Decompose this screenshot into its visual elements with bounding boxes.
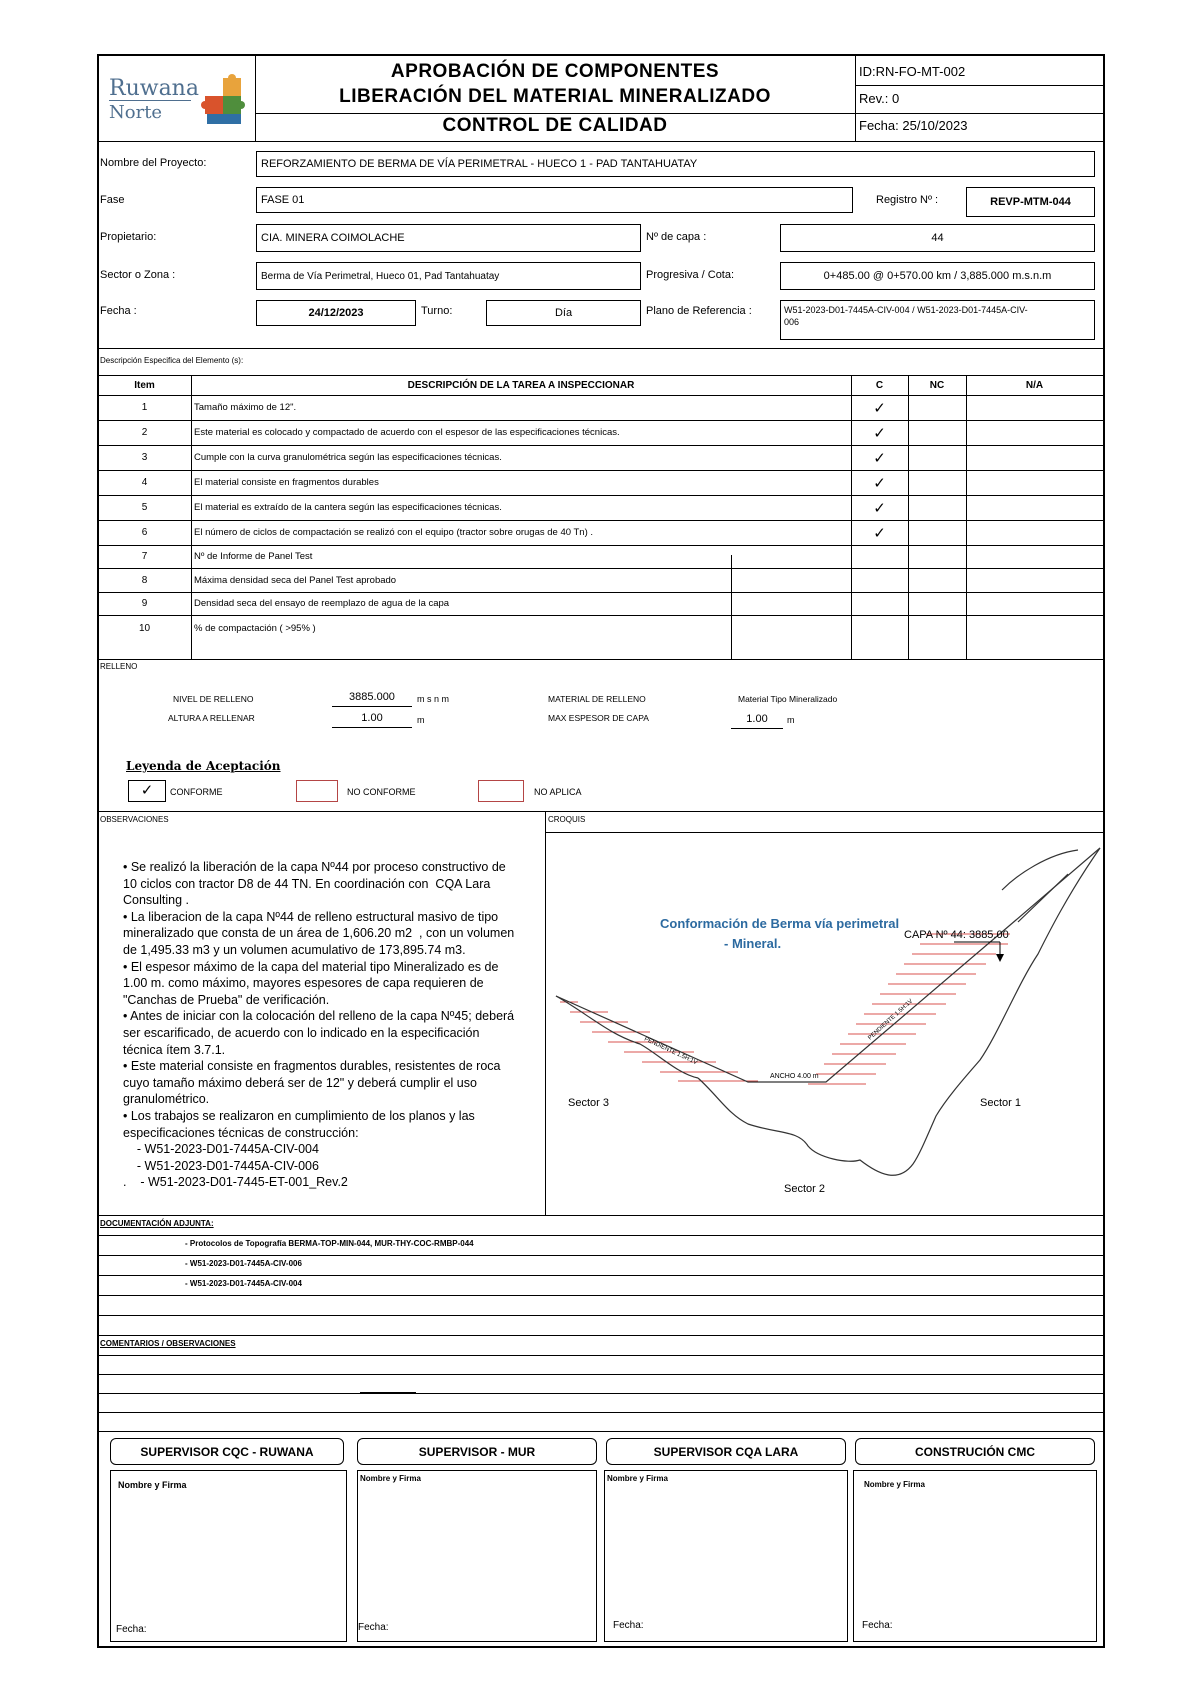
legend-title: Leyenda de Aceptación [126,759,281,773]
header-description: DESCRIPCIÓN DE LA TAREA A INSPECCIONAR [407,379,635,391]
row-na-cell[interactable] [966,420,1103,445]
signature-date-label: Fecha: [116,1624,147,1635]
company-logo [105,70,250,130]
attachments-row-line [98,1315,1103,1316]
observation-line: de 1,495.33 m3 y un volumen acumulativo de 173,895.74 m3. [123,942,466,957]
shift-field[interactable]: Día [486,300,641,326]
row-description: Tamaño máximo de 12". [194,402,297,413]
signature-box-mur[interactable] [357,1470,597,1642]
layer-label: Nº de capa : [646,231,707,243]
signature-header-ruwana: SUPERVISOR CQC - RUWANA [110,1438,344,1465]
shift-label: Turno: [421,305,453,317]
observation-line: • La liberacion de la capa Nº44 de relleno estructural masivo de tipo [123,909,499,924]
fill-thickness-label: MAX ESPESOR DE CAPA [548,713,649,723]
row-na-cell[interactable] [966,592,1103,615]
registry-label: Registro Nº : [876,194,939,206]
row-conform-cell[interactable]: ✓ [873,524,886,542]
doc-date: Fecha: 25/10/2023 [859,118,968,133]
cross-section-sketch [548,834,1101,1212]
date-field[interactable]: 24/12/2023 [256,300,416,326]
sector-field[interactable]: Berma de Vía Perimetral, Hueco 01, Pad Tantahuatay [256,262,641,290]
table-col-line [908,375,909,659]
row-conform-cell[interactable]: ✓ [873,499,886,517]
fill-thickness-underline [731,728,783,729]
progressive-field[interactable]: 0+485.00 @ 0+570.00 km / 3,885.000 m.s.n.m [780,262,1095,290]
progressive-label: Progresiva / Cota: [646,269,735,281]
observation-line: Consulting . [123,893,190,908]
slope-right-label: PENDIENTE 1.5H:1V [867,998,915,1042]
row-description: % de compactación ( >95% ) [194,622,316,634]
row-description: Este material es colocado y compactado de acuerdo con el espesor de las especificaciones técnicas. [194,427,620,438]
sketch-title-line2: - Mineral. [724,936,782,951]
check-icon: ✓ [140,782,154,799]
fill-thickness-unit: m [787,715,795,725]
title-quality-control: CONTROL DE CALIDAD [442,115,668,136]
row-conform-cell[interactable]: ✓ [873,449,886,467]
table-col-line [191,375,192,659]
design-lines [556,848,1100,1175]
attachments-row-line [98,1275,1103,1276]
observation-line: • El espesor máximo de la capa del material tipo Mineralizado es de [123,959,499,974]
fill-material-label: MATERIAL DE RELLENO [548,694,646,704]
row-na-cell[interactable] [966,470,1103,495]
observations-label: OBSERVACIONES [100,815,169,824]
observation-line: • Este material consiste en fragmentos durables, resistentes de roca [123,1059,501,1074]
signature-name-label: Nombre y Firma [360,1474,421,1483]
puzzle-icon [197,74,249,126]
signature-header-cqa: SUPERVISOR CQA LARA [606,1438,846,1465]
row-conform-cell[interactable] [851,592,908,615]
header-divider [255,113,855,114]
fill-height-unit: m [417,715,425,725]
signature-header-cmc: CONSTRUCIÓN CMC [855,1438,1095,1465]
project-name-field[interactable]: REFORZAMIENTO DE BERMA DE VÍA PERIMETRAL - HUECO 1 - PAD TANTAHUATAY [256,151,1095,177]
signature-name-label: Nombre y Firma [607,1474,668,1483]
section-divider [545,832,1103,833]
observation-line: • Los trabajos se realizaron en cumplimiento de los planos y las [123,1108,475,1123]
section-divider [98,348,1103,349]
comments-row-line [98,1374,1103,1375]
attachments-row-line [98,1295,1103,1296]
attachments-label: DOCUMENTACIÓN ADJUNTA: [100,1219,214,1228]
title-approval: APROBACIÓN DE COMPONENTES [390,61,720,82]
signature-header-mur: SUPERVISOR - MUR [357,1438,597,1465]
fill-material-value: Material Tipo Mineralizado [738,694,838,704]
fill-thickness-value: 1.00 [746,713,768,725]
table-bottom [98,659,1103,660]
row-conform-cell[interactable]: ✓ [873,474,886,492]
sketch-title-line1: Conformación de Berma vía perimetral [660,916,900,931]
fill-height-underline [332,727,412,728]
row-item-number: 10 [138,622,151,634]
signature-box-ruwana[interactable] [110,1470,347,1642]
phase-field[interactable]: FASE 01 [256,187,853,213]
attachment-item: - W51-2023-D01-7445A-CIV-006 [185,1259,302,1268]
comments-short-line [360,1392,416,1393]
section-divider [98,811,1103,812]
slope-left-label: PENDIENTE 1.5H:1V [643,1036,698,1067]
doc-id: ID:RN-FO-MT-002 [859,64,966,79]
plan-label: Plano de Referencia : [646,305,752,317]
row-item-number: 4 [141,477,148,488]
signature-name-label: Nombre y Firma [864,1480,925,1489]
sector-1-label: Sector 1 [980,1097,1021,1109]
fill-level-value: 3885.000 [349,691,395,703]
attachments-row-line [98,1235,1103,1236]
layer-tag: CAPA Nº 44: 3885.00 [904,929,1009,941]
owner-field[interactable]: CIA. MINERA COIMOLACHE [256,224,641,252]
observation-line: . - W51-2023-D01-7445-ET-001_Rev.2 [123,1175,348,1190]
row-item-number: 7 [141,551,148,562]
row-conform-cell[interactable] [851,568,908,592]
sketch-label: CROQUIS [548,815,586,824]
plan-value-line2: 006 [784,317,800,327]
row-na-cell[interactable] [966,545,1103,568]
row-na-cell[interactable] [966,495,1103,520]
observation-line: cuyo tamaño máximo deberá ser de 12" y deberá cumplir el uso [123,1075,477,1090]
header-nc: NC [929,379,945,391]
row-item-number: 3 [141,452,148,463]
row-description: Densidad seca del ensayo de reemplazo de agua de la capa [194,598,450,609]
header-item: Item [134,379,155,391]
fill-section-label: RELLENO [100,662,138,671]
signature-box-cmc[interactable] [853,1470,1097,1642]
signature-date-label: Fecha: [358,1622,389,1633]
width-label: ANCHO 4.00 m [770,1073,819,1080]
plan-field[interactable] [780,300,1095,340]
table-col-line [851,375,852,659]
header-na: N/A [1025,379,1044,391]
row-item-number: 5 [141,502,148,513]
table-col-line [731,555,732,659]
fill-hatch-right [808,934,1010,1084]
row-item-number: 2 [141,427,148,438]
observation-line: - W51-2023-D01-7445A-CIV-006 [123,1158,319,1173]
row-na-cell[interactable] [966,445,1103,470]
row-nonconform-cell[interactable] [908,520,966,545]
row-conform-cell[interactable]: ✓ [873,399,886,417]
row-na-cell[interactable] [966,568,1103,592]
fill-height-value: 1.00 [361,712,383,724]
header-c: C [875,379,884,391]
date-label: Fecha : [100,305,137,317]
observation-line: ser escarificado, de acuerdo con lo indicado en la especificación [123,1025,480,1040]
row-nonconform-cell[interactable] [908,568,966,592]
attachment-item: - W51-2023-D01-7445A-CIV-004 [185,1279,302,1288]
row-nonconform-cell[interactable] [908,545,966,568]
observation-line: especificaciones técnicas de construcción: [123,1125,359,1140]
row-nonconform-cell[interactable] [908,395,966,420]
observation-line: • Antes de iniciar con la colocación del relleno de la capa Nº45; deberá [123,1009,515,1024]
row-na-cell[interactable] [966,520,1103,545]
observation-line: 1.00 m. como máximo, mayores espesores de capa requieren de [123,976,484,991]
row-nonconform-cell[interactable] [908,470,966,495]
row-conform-cell[interactable] [851,615,908,641]
row-description: El material consiste en fragmentos durables [194,477,379,488]
row-conform-cell[interactable] [851,545,908,568]
comments-row-line [98,1355,1103,1356]
comments-row-line [98,1412,1103,1413]
section-divider [98,1431,1103,1432]
observation-line: "Canchas de Prueba" de verificación. [123,992,330,1007]
section-divider [98,1335,1103,1336]
legend-conform-box[interactable] [128,780,166,802]
row-description: Cumple con la curva granulométrica según las especificaciones técnicas. [194,452,502,463]
header-divider [855,85,1103,86]
signature-date-label: Fecha: [862,1620,893,1631]
owner-label: Propietario: [100,231,157,243]
row-item-number: 8 [141,574,148,586]
plan-value-line1: W51-2023-D01-7445A-CIV-004 / W51-2023-D01-7445A-CIV- [784,305,1028,315]
table-col-line [966,375,967,659]
fill-level-label: NIVEL DE RELLENO [173,694,254,704]
inspection-table [98,375,1103,659]
observations-text [123,859,514,1191]
section-divider [98,1215,1103,1216]
row-nonconform-cell[interactable] [908,495,966,520]
row-description: Máxima densidad seca del Panel Test aprobado [194,574,397,586]
row-nonconform-cell[interactable] [908,592,966,615]
title-release: LIBERACIÓN DEL MATERIAL MINERALIZADO [339,86,771,107]
project-name-label: Nombre del Proyecto: [100,157,207,169]
row-nonconform-cell[interactable] [908,445,966,470]
obs-sketch-divider [545,811,546,1215]
signature-name-label: Nombre y Firma [118,1480,187,1490]
legend-nonconform-label: NO CONFORME [347,787,416,797]
header-bottom [98,141,1103,142]
phase-label: Fase [100,194,125,206]
registry-field[interactable]: REVP-MTM-044 [966,187,1095,217]
legend-conform-label: CONFORME [170,787,223,797]
row-nonconform-cell[interactable] [908,615,966,641]
attachments-row-line [98,1255,1103,1256]
sector-label: Sector o Zona : [100,269,176,281]
signature-date-label: Fecha: [613,1620,644,1631]
arrow-head-icon [996,954,1004,962]
legend-na-box[interactable] [478,780,524,802]
row-item-number: 6 [141,527,148,538]
observation-line: 10 ciclos con tractor D8 de 44 TN. En coordinación con CQA Lara [123,876,491,891]
row-description: El material es extraído de la cantera según las especificaciones técnicas. [194,502,502,513]
attachment-item: - Protocolos de Topografía BERMA-TOP-MIN-044, MUR-THY-COC-RMBP-044 [185,1239,474,1248]
row-na-cell[interactable] [966,615,1103,641]
fill-level-underline [332,706,412,707]
fill-height-label: ALTURA A RELLENAR [168,713,255,723]
observation-line: técnica ítem 3.7.1. [123,1042,226,1057]
row-na-cell[interactable] [966,395,1103,420]
comments-label: COMENTARIOS / OBSERVACIONES [100,1339,236,1348]
header-divider [855,56,856,141]
header-divider [855,113,1103,114]
row-description: El número de ciclos de compactación se realizó con el equipo (tractor sobre orugas de 40 Tn) . [194,527,594,538]
legend-nonconform-box[interactable] [296,780,338,802]
doc-revision: Rev.: 0 [859,91,900,106]
row-conform-cell[interactable]: ✓ [873,424,886,442]
comments-row-line [98,1393,1103,1394]
row-nonconform-cell[interactable] [908,420,966,445]
inspection-section-label: Descripción Especifica del Elemento (s): [100,356,244,365]
observation-line: • Se realizó la liberación de la capa Nº44 por proceso constructivo de [123,860,506,874]
signature-box-cqa[interactable] [604,1470,848,1642]
fill-level-unit: m s n m [417,694,450,704]
sector-2-label: Sector 2 [784,1183,825,1195]
observation-line: granulométrico. [123,1092,210,1107]
legend-na-label: NO APLICA [534,787,582,797]
row-item-number: 9 [141,598,148,609]
observation-line: - W51-2023-D01-7445A-CIV-004 [123,1142,319,1157]
row-item-number: 1 [141,402,148,413]
logo-text-line1: Ruwana [109,76,199,101]
logo-text-line2: Norte [109,102,163,123]
row-description: Nº de Informe de Panel Test [194,551,313,562]
sector-3-label: Sector 3 [568,1097,609,1109]
layer-field[interactable]: 44 [780,224,1095,252]
observation-line: mineralizado que consta de un área de 1,606.20 m2 , con un volumen [123,926,515,941]
